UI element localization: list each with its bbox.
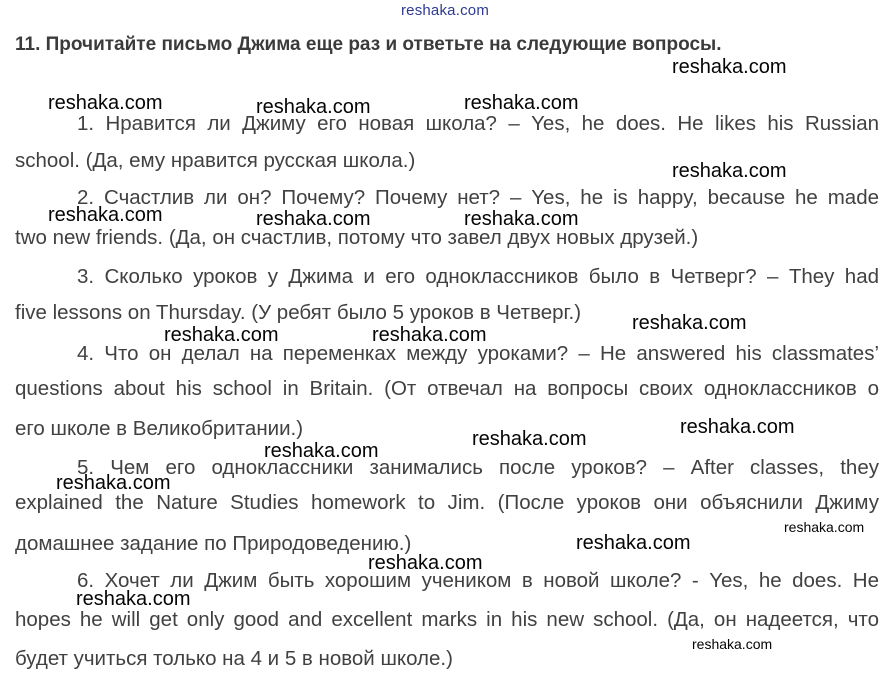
answer-4-line-3: его школе в Великобритании.) <box>15 417 304 440</box>
answer-3-line-2: five lessons on Thursday. (У ребят было 5 уроков в Четверг.) <box>15 301 582 324</box>
watermark: reshaka.com <box>264 440 379 462</box>
watermark: reshaka.com <box>256 208 371 230</box>
watermark: reshaka.com <box>464 92 579 114</box>
answer-5-line-2: explained the Nature Studies homework to Jim. (После уроков они объяснили Джиму <box>15 491 879 514</box>
watermark: reshaka.com <box>680 416 795 438</box>
answer-5-line-3: домашнее задание по Природоведению.) <box>15 532 412 555</box>
watermark: reshaka.com <box>164 324 279 346</box>
watermark: reshaka.com <box>576 532 691 554</box>
watermark: reshaka.com <box>256 96 371 118</box>
watermark: reshaka.com <box>48 204 163 226</box>
answer-4-line-1: 4. Что он делал на переменках между уроками? – He answered his classmates’ <box>77 342 879 365</box>
task-title: 11. Прочитайте письмо Джима еще раз и ответьте на следующие вопросы. <box>15 34 722 55</box>
answer-2-line-2: two new friends. (Да, он счастлив, потому что завел двух новых друзей.) <box>15 226 699 249</box>
watermark: reshaka.com <box>472 428 587 450</box>
answer-6-line-1: 6. Хочет ли Джим быть хорошим учеником в новой школе? - Yes, he does. He <box>77 569 879 592</box>
answer-6-line-2: hopes he will get only good and excellent marks in his new school. (Да, он надеется, что <box>15 608 879 631</box>
answer-6-line-3: будет учиться только на 4 и 5 в новой школе.) <box>15 647 453 670</box>
watermark: reshaka.com <box>464 208 579 230</box>
answer-5-line-1: 5. Чем его одноклассники занимались после уроков? – After classes, they <box>77 456 879 479</box>
answer-1-line-2: school. (Да, ему нравится русская школа.) <box>15 149 416 172</box>
answer-2-line-1: 2. Счастлив ли он? Почему? Почему нет? – Yes, he is happy, because he made <box>77 186 879 209</box>
answer-3-line-1: 3. Сколько уроков у Джима и его одноклассников было в Четверг? – They had <box>77 265 879 288</box>
watermark: reshaka.com <box>56 472 171 494</box>
answer-1-line-1: 1. Нравится ли Джиму его новая школа? – Yes, he does. He likes his Russian <box>77 112 879 135</box>
watermark: reshaka.com <box>76 588 191 610</box>
watermark: reshaka.com <box>672 56 787 78</box>
site-header-watermark: reshaka.com <box>400 2 490 19</box>
answer-4-line-2: questions about his school in Britain. (От отвечал на вопросы своих одноклассников о <box>15 377 879 400</box>
watermark: reshaka.com <box>672 160 787 182</box>
watermark: reshaka.com <box>368 552 483 574</box>
watermark: reshaka.com <box>48 92 163 114</box>
watermark: reshaka.com <box>372 324 487 346</box>
watermark: reshaka.com <box>784 519 865 535</box>
watermark: reshaka.com <box>632 312 747 334</box>
watermark: reshaka.com <box>692 636 773 652</box>
